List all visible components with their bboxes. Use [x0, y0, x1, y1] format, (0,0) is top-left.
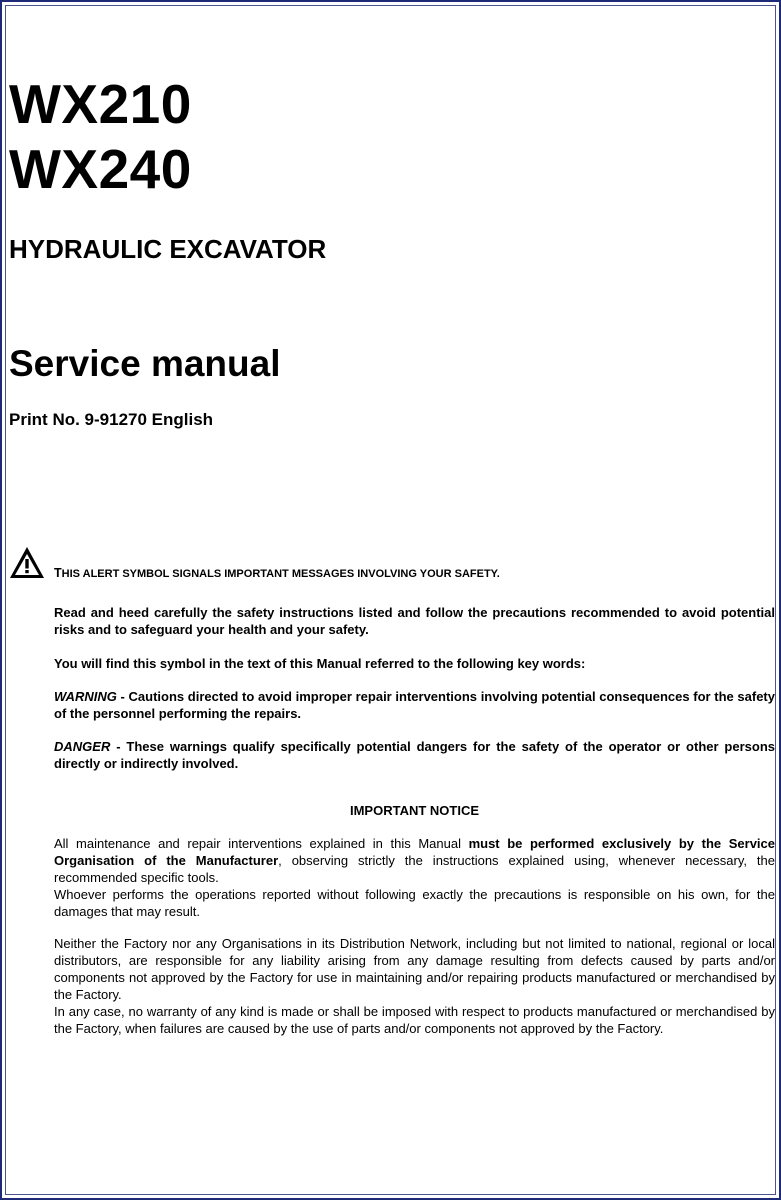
product-type: HYDRAULIC EXCAVATOR — [9, 234, 327, 264]
important-notice-title: IMPORTANT NOTICE — [349, 803, 480, 818]
notice-p2-text-a: Neither the Factory nor any Organisations in its Distribution Network, including but not limited to national, regional or local distributors, are responsible for any liability arising from any damage resulting from defects caused by parts and/or components not approved by the Factory for use in maintaining and/or repairing products manufactured or merchandised by the Factory. — [54, 936, 775, 1002]
danger-term: DANGER — [54, 739, 111, 754]
notice-paragraph-1 — [54, 835, 775, 920]
model-number-2: WX240 — [9, 138, 192, 200]
notice-p2-text-b: In any case, no warranty of any kind is made or shall be imposed with respect to products manufactured or merchandised by the Factory, when failures are caused by the use of parts and/or components not approved by the Factory. — [54, 1004, 775, 1036]
alert-heading-rest: HIS ALERT SYMBOL SIGNALS IMPORTANT MESSAGES INVOLVING YOUR SAFETY. — [61, 568, 500, 580]
danger-description: - These warnings qualify specifically potential dangers for the safety of the operator or other persons directly or indirectly involved. — [54, 739, 775, 771]
warning-triangle-icon — [9, 546, 45, 579]
safety-instructions-paragraph: Read and heed carefully the safety instructions listed and follow the precautions recommended to avoid potential risks and to safeguard your health and your safety. — [54, 605, 775, 637]
alert-heading-initial: T — [54, 566, 62, 580]
print-number: Print No. 9-91270 English — [9, 410, 214, 429]
danger-definition — [54, 738, 775, 772]
warning-description: - Cautions directed to avoid improper repair interventions involving potential consequences for the safety of the personnel performing the repairs. — [54, 689, 775, 721]
model-number-1: WX210 — [9, 73, 192, 135]
notice-p1-text-b: , observing strictly the instructions explained using, whenever necessary, the recommended specific tools. — [54, 853, 775, 885]
notice-p1-text-c: Whoever performs the operations reported without following exactly the precautions is responsible on his own, for the damages that may result. — [54, 887, 775, 919]
warning-definition — [54, 688, 775, 722]
notice-p1-text-a: All maintenance and repair interventions explained in this Manual — [54, 836, 469, 851]
document-title: Service manual — [9, 343, 281, 384]
safety-alert-heading — [54, 563, 500, 584]
warning-term: WARNING — [54, 689, 117, 704]
key-words-intro: You will find this symbol in the text of this Manual referred to the following key words: — [54, 656, 586, 671]
notice-paragraph-2 — [54, 935, 775, 1037]
notice-p1-emphasis: must be performed exclusively by the Service Organisation of the Manufacturer — [54, 836, 775, 868]
